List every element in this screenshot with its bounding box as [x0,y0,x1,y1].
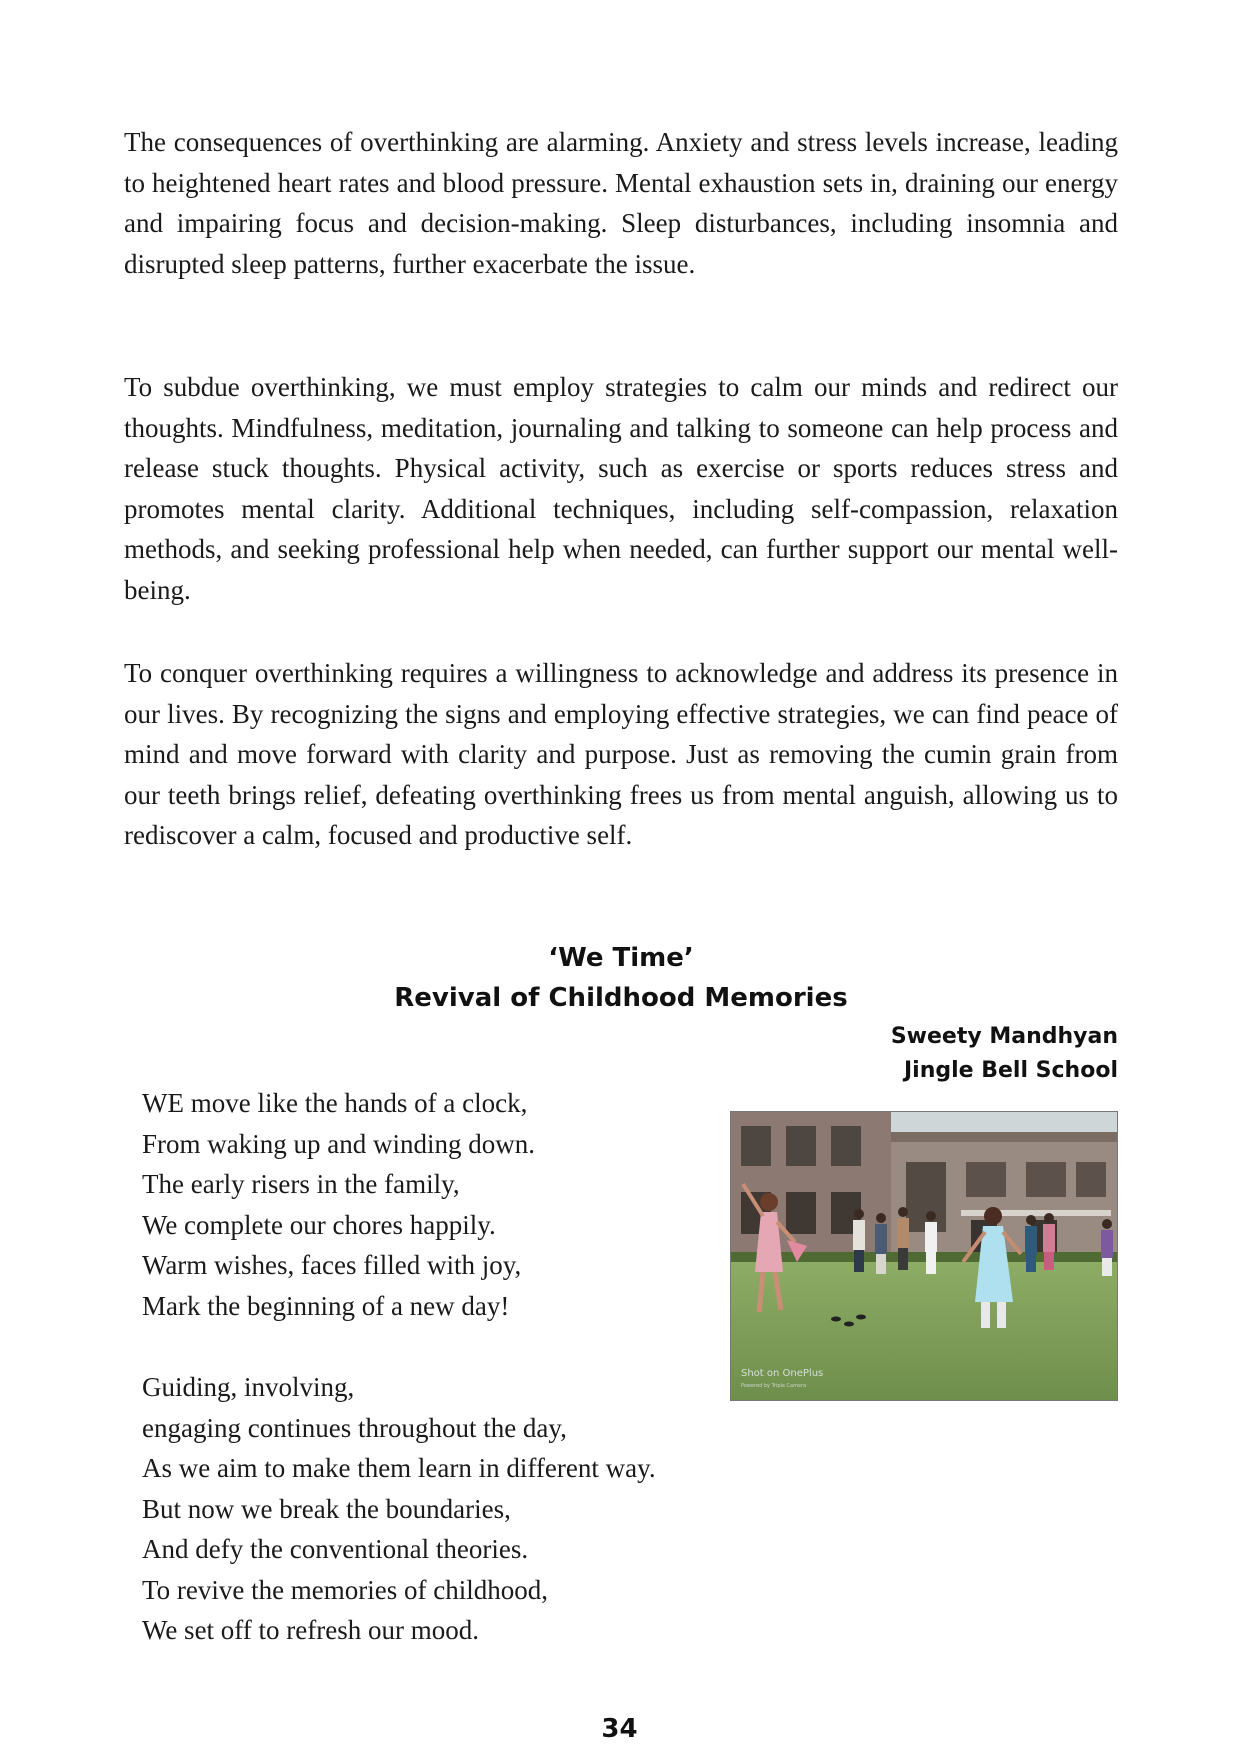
photo-watermark: Shot on OnePlus [741,1368,824,1379]
photo-watermark-sub: Powered by Triple Camera [741,1383,807,1389]
poem-line: Warm wishes, faces filled with joy, [142,1250,522,1280]
poem-title: ‘We Time’ [548,943,694,973]
poem-author: Sweety Mandhyan [890,1024,1118,1049]
poem-line: From waking up and winding down. [142,1128,535,1159]
paragraph-strategies: To subdue overthinking, we must employ strategies to calm our minds and redirect our thoughts. Mindfulness, meditation, journaling and talking to someone can help process and release stuck thoughts. Physical activity, such as exercise or sports reduces stress and promotes mental clarity. Additional techniques, including self-compassion, relaxation methods, and seeking professional help when needed, can further support our mental well-being. [124,372,1118,605]
dancing-teachers-photo [730,1111,1118,1401]
photo-illustration [731,1112,1117,1400]
poem-line: The early risers in the family, [142,1169,460,1199]
poem-school: Jingle Bell School [903,1058,1118,1083]
poem-line: WE move like the hands of a clock, [142,1088,528,1118]
paragraph-consequences: The consequences of overthinking are alarming. Anxiety and stress levels increase, leading to heightened heart rates and blood pressure. Mental exhaustion sets in, draining our energy and impairing focus and decision-making. Sleep disturbances, including insomnia and disrupted sleep patterns, further exacerbate the issue. [124,127,1118,279]
poem-line: And defy the conventional theories. [142,1534,529,1564]
poem-line: But now we break the boundaries, [142,1493,511,1524]
poem-line: engaging continues throughout the day, [142,1412,567,1443]
poem-line: To revive the memories of childhood, [142,1574,549,1605]
poem-subtitle: Revival of Childhood Memories [394,983,848,1013]
paragraph-conclusion: To conquer overthinking requires a willingness to acknowledge and address its presence in our lives. By recognizing the signs and employing effective strategies, we can find peace of mind and move forward with clarity and purpose. Just as removing the cumin grain from our teeth brings relief, defeating overthinking frees us from mental anguish, allowing us to rediscover a calm, focused and productive self. [124,658,1118,850]
poem-line: We set off to refresh our mood. [142,1615,479,1645]
poem-line: Mark the beginning of a new day! [142,1290,510,1321]
poem-line: We complete our chores happily. [142,1209,496,1240]
poem-line: Guiding, involving, [142,1372,355,1402]
poem-stanza-2 [142,1367,782,1651]
poem-stanza-1 [142,1083,782,1326]
page-number: 34 [601,1714,638,1744]
poem-line: As we aim to make them learn in different way. [142,1453,656,1483]
